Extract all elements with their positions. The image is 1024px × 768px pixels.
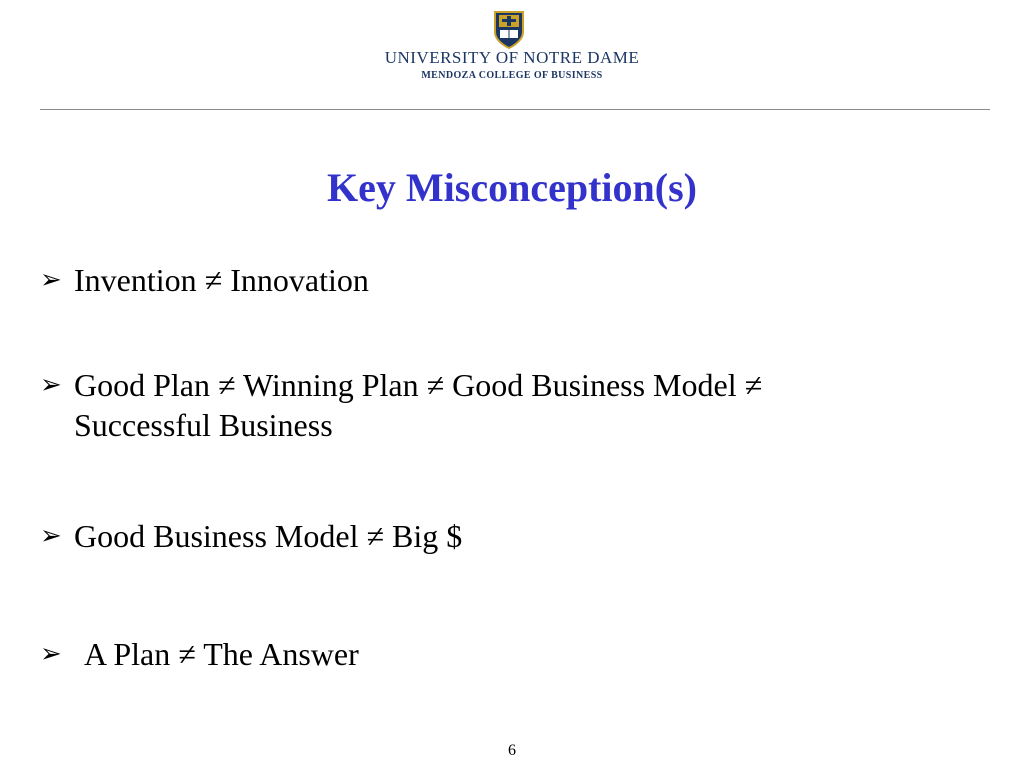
bullet-item [40,516,462,556]
bullet-line: Good Plan ≠ Winning Plan ≠ Good Business Model ≠ [74,367,763,403]
bullet-item [40,365,762,445]
arrow-bullet-icon: ➢ [40,521,62,550]
bullet-text [74,365,762,445]
arrow-bullet-icon: ➢ [40,265,62,294]
college-name: MENDOZA COLLEGE OF BUSINESS [421,70,603,81]
slide-title: Key Misconception(s) [327,165,697,210]
page-number: 6 [508,742,516,759]
bullet-item [40,634,359,674]
arrow-bullet-icon: ➢ [40,639,62,668]
bullet-item [40,260,369,300]
arrow-bullet-icon: ➢ [40,370,62,399]
notre-dame-crest-icon [493,10,525,50]
university-name: UNIVERSITY OF NOTRE DAME [384,48,640,67]
bullet-text: Invention ≠ Innovation [74,262,369,298]
bullet-text: A Plan ≠ The Answer [84,636,359,672]
bullet-text: Good Business Model ≠ Big $ [74,518,463,554]
header-divider [40,109,990,110]
bullet-line: Successful Business [74,407,333,443]
